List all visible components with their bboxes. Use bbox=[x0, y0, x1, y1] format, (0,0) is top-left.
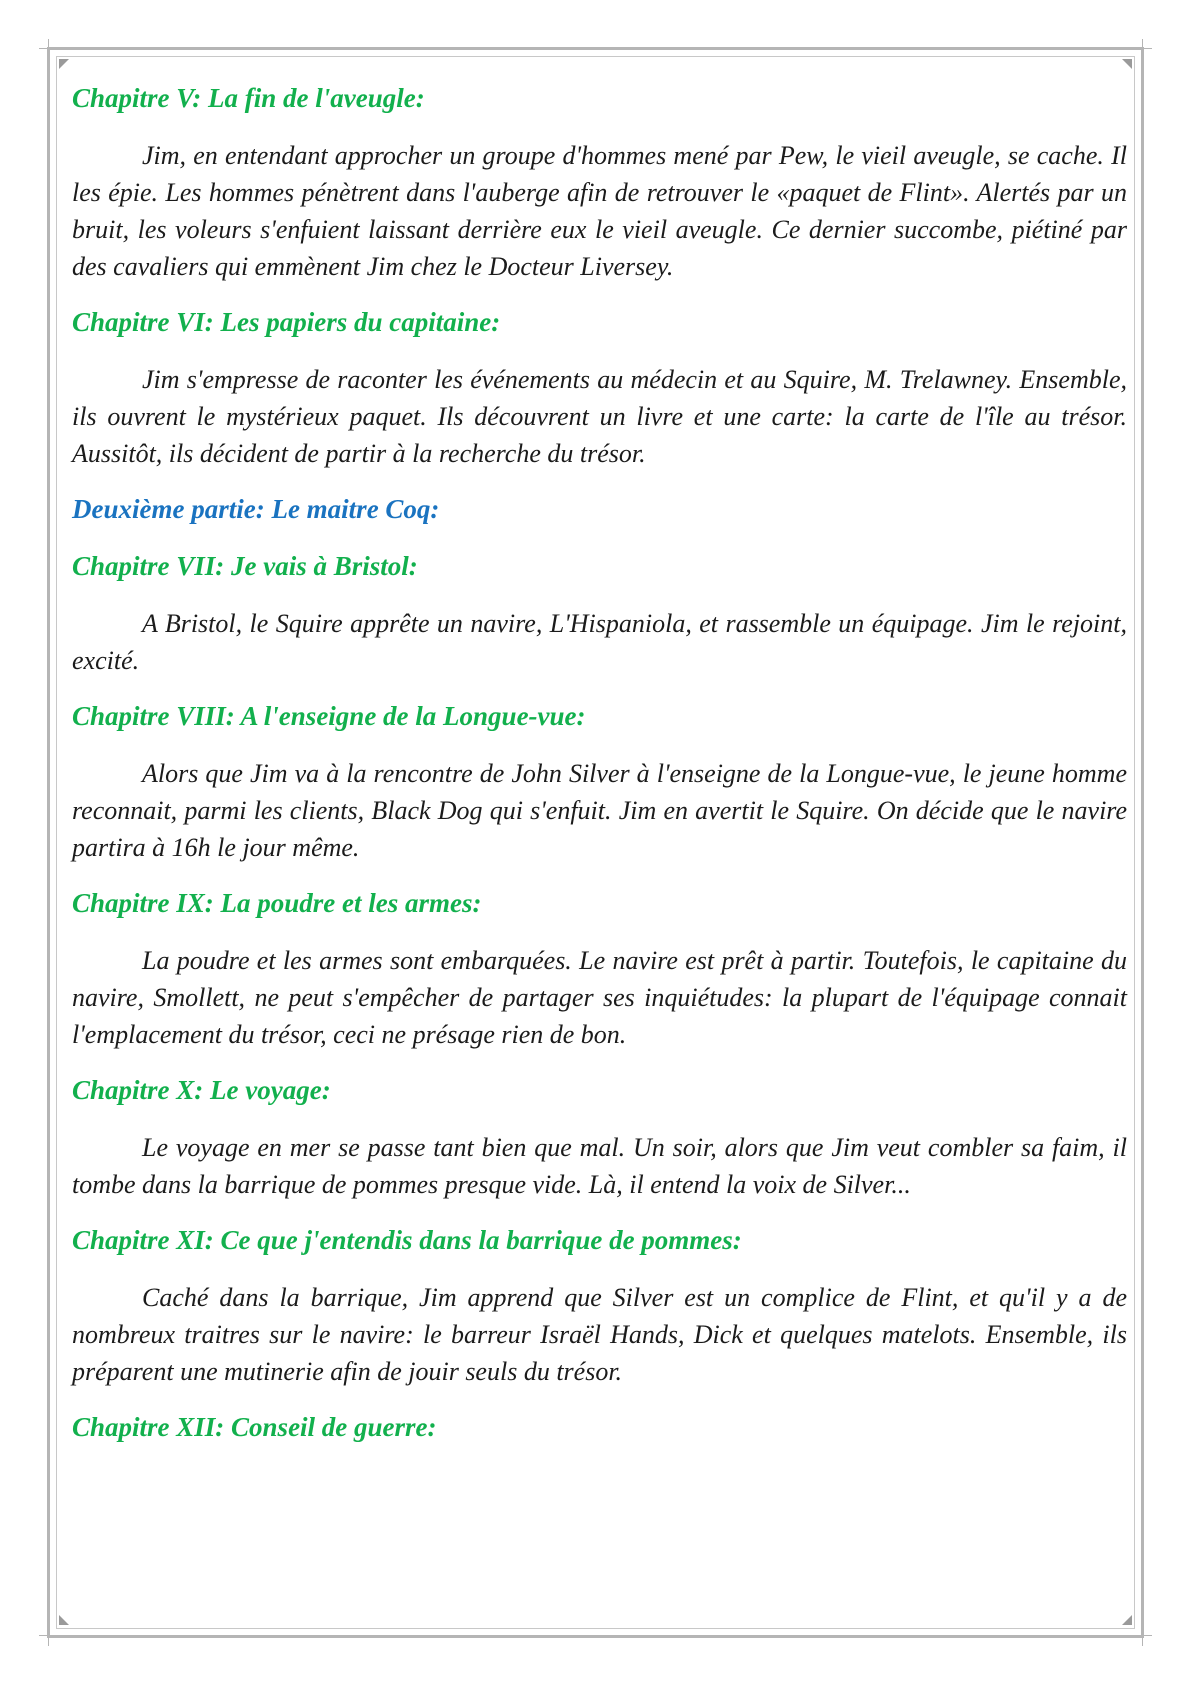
section-chapter-11 bbox=[72, 1222, 1127, 1390]
chapter-heading: Chapitre VI: Les papiers du capitaine: bbox=[72, 307, 501, 337]
section-part-2 bbox=[72, 491, 1127, 527]
chapter-heading: Chapitre XII: Conseil de guerre: bbox=[72, 1412, 437, 1442]
corner-ornament-bottom-left bbox=[59, 1615, 69, 1625]
chapter-summary: Jim, en entendant approcher un groupe d'hommes mené par Pew, le vieil aveugle, se cache. Il les épie. Les hommes pénètrent dans l'auberge afin de retrouver le «paquet de Flint». Alertés par un bruit, les voleurs s'enfuient laissant derrière eux le vieil aveugle. Ce dernier succombe, piétiné par des cavaliers qui emmènent Jim chez le Docteur Liversey. bbox=[72, 141, 1127, 281]
section-chapter-9 bbox=[72, 885, 1127, 1053]
chapter-summary: Le voyage en mer se passe tant bien que mal. Un soir, alors que Jim veut combler sa faim, il tombe dans la barrique de pommes presque vide. Là, il entend la voix de Silver... bbox=[72, 1133, 1127, 1199]
section-chapter-6 bbox=[72, 304, 1127, 472]
section-chapter-7 bbox=[72, 548, 1127, 679]
chapter-heading: Chapitre XI: Ce que j'entendis dans la barrique de pommes: bbox=[72, 1225, 742, 1255]
chapter-summary: Jim s'empresse de raconter les événements au médecin et au Squire, M. Trelawney. Ensemble, ils ouvrent le mystérieux paquet. Ils découvrent un livre et une carte: la carte de l'île au trésor. Aussitôt, ils décident de partir à la recherche du trésor. bbox=[72, 365, 1127, 468]
chapter-heading: Chapitre IX: La poudre et les armes: bbox=[72, 888, 482, 918]
corner-tick bbox=[1142, 1638, 1143, 1646]
chapter-heading: Chapitre V: La fin de l'aveugle: bbox=[72, 83, 425, 113]
section-chapter-10 bbox=[72, 1072, 1127, 1203]
chapter-summary: Alors que Jim va à la rencontre de John Silver à l'enseigne de la Longue-vue, le jeune homme reconnait, parmi les clients, Black Dog qui s'enfuit. Jim en avertit le Squire. On décide que le navire partira à 16h le jour même. bbox=[72, 759, 1127, 862]
section-chapter-12 bbox=[72, 1409, 1127, 1445]
section-chapter-8 bbox=[72, 698, 1127, 866]
corner-tick bbox=[1144, 1635, 1152, 1636]
corner-tick bbox=[1142, 39, 1143, 47]
corner-ornament-bottom-right bbox=[1122, 1615, 1132, 1625]
chapter-heading: Chapitre VIII: A l'enseigne de la Longue-vue: bbox=[72, 701, 586, 731]
corner-ornament-top-left bbox=[59, 59, 69, 69]
corner-tick bbox=[1144, 48, 1152, 49]
document-content bbox=[72, 80, 1127, 1466]
chapter-heading: Chapitre VII: Je vais à Bristol: bbox=[72, 551, 418, 581]
corner-ornament-top-right bbox=[1122, 59, 1132, 69]
chapter-heading: Chapitre X: Le voyage: bbox=[72, 1075, 331, 1105]
chapter-summary: A Bristol, le Squire apprête un navire, L'Hispaniola, et rassemble un équipage. Jim le rejoint, excité. bbox=[72, 609, 1127, 675]
corner-tick bbox=[48, 1638, 49, 1646]
corner-tick bbox=[48, 39, 49, 47]
corner-tick bbox=[39, 1635, 47, 1636]
section-chapter-5 bbox=[72, 80, 1127, 285]
part-heading: Deuxième partie: Le maitre Coq: bbox=[72, 494, 440, 524]
corner-tick bbox=[39, 48, 47, 49]
chapter-summary: La poudre et les armes sont embarquées. Le navire est prêt à partir. Toutefois, le capitaine du navire, Smollett, ne peut s'empêcher de partager ses inquiétudes: la plupart de l'équipage connait l'emplacement du trésor, ceci ne présage rien de bon. bbox=[72, 946, 1127, 1049]
chapter-summary: Caché dans la barrique, Jim apprend que Silver est un complice de Flint, et qu'il y a de nombreux traitres sur le navire: le barreur Israël Hands, Dick et quelques matelots. Ensemble, ils préparent une mutinerie afin de jouir seuls du trésor. bbox=[72, 1283, 1127, 1386]
